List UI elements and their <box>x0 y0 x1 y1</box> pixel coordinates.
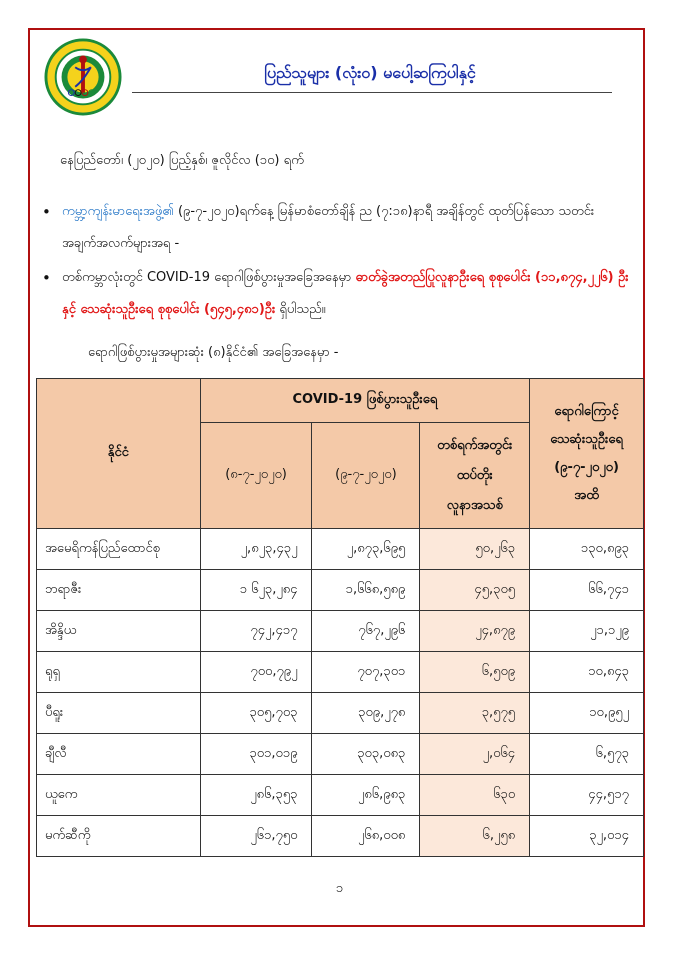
cases-date2-cell: ၂၈၆,၉၈၃ <box>312 775 420 816</box>
ministry-logo-icon <box>44 38 122 116</box>
bullet-tail-text: ရှိပါသည်။ <box>275 302 326 317</box>
header-date-2: (၉-၇-၂၀၂၀) <box>312 423 420 529</box>
table-row <box>37 529 644 570</box>
cases-date2-cell: ၇၆၇,၂၉၆ <box>312 611 420 652</box>
cases-date2-cell: ၃၀၉,၂၇၈ <box>312 693 420 734</box>
country-cell: ယူကေ <box>37 775 201 816</box>
deaths-cell: ၄၄,၅၁၇ <box>530 775 644 816</box>
header-covid-cases: COVID-19 ဖြစ်ပွားသူဦးရေ <box>200 379 530 423</box>
bullet-who-source <box>40 196 640 260</box>
country-cell: ပီရူး <box>37 693 201 734</box>
deaths-cell: ၁၀,၉၅၂ <box>530 693 644 734</box>
header-new-cases-line: တစ်ရက်အတွင်း <box>437 437 513 453</box>
new-cases-cell: ၆,၂၅၈ <box>420 816 530 857</box>
new-cases-cell: ၅၀,၂၆၃ <box>420 529 530 570</box>
deaths-cell: ၁၀,၈၄၃ <box>530 652 644 693</box>
header-deaths <box>530 379 644 529</box>
page-title: ပြည်သူများ (လုံး၀) မပေါ့ဆကြပါနှင့် <box>264 63 476 82</box>
header-new-cases <box>420 423 530 529</box>
header-deaths-line: သေဆုံးသူဦးရေ <box>550 431 623 447</box>
deaths-cell: ၂၁,၁၂၉ <box>530 611 644 652</box>
new-cases-cell: ၃,၅၇၅ <box>420 693 530 734</box>
cases-date1-cell: ၂၆၁,၇၅၀ <box>200 816 312 857</box>
table-body <box>37 529 644 857</box>
header-country: နိုင်ငံ <box>37 379 201 529</box>
table-row <box>37 652 644 693</box>
header-new-cases-line: ထပ်တိုး <box>456 467 493 483</box>
cases-date1-cell: ၇၄၂,၄၁၇ <box>200 611 312 652</box>
table-row <box>37 611 644 652</box>
country-cell: မက်ဆီကို <box>37 816 201 857</box>
cases-date1-cell: ၇၀၀,၇၉၂ <box>200 652 312 693</box>
country-cell: ရုရှ <box>37 652 201 693</box>
new-cases-cell: ၆၃၀ <box>420 775 530 816</box>
global-totals-highlight: ဓာတ်ခွဲအတည်ပြုလူနာဦးရေ စုစုပေါင်း (၁၁,၈၇၄,၂၂၆) ဦးနှင့် သေဆုံးသူဦးရေ စုစုပေါင်း (၅၄၅,၄၈၁)ဦး <box>62 270 629 317</box>
cases-date1-cell: ၁ ၆၂၃,၂၈၄ <box>200 570 312 611</box>
bullet-list <box>40 196 640 328</box>
table-row <box>37 734 644 775</box>
cases-date2-cell: ၁,၆၆၈,၅၈၉ <box>312 570 420 611</box>
country-cell: ချီလီ <box>37 734 201 775</box>
cases-date1-cell: ၂,၈၂၃,၄၃၂ <box>200 529 312 570</box>
header-divider <box>132 92 612 93</box>
header-new-cases-line: လူနာအသစ် <box>446 497 503 513</box>
table-row <box>37 775 644 816</box>
cases-date2-cell: ၂၆၈,၀၀၈ <box>312 816 420 857</box>
header-date-1: (၈-၇-၂၀၂၀) <box>200 423 312 529</box>
dateline: နေပြည်တော်၊ (၂၀၂၀) ပြည့်နှစ်၊ ဇူလိုင်လ (၁၀) ရက် <box>60 153 304 168</box>
table-intro: ရောဂါဖြစ်ပွားမှုအများဆုံး (၈)နိုင်ငံ၏ အခြေအနေမှာ - <box>88 345 339 360</box>
table-row <box>37 816 644 857</box>
who-link-text: ကမ္ဘာ့ကျန်းမာရေးအဖွဲ့၏ <box>62 204 174 219</box>
bullet-lead-text: တစ်ကမ္ဘာလုံးတွင် COVID-19 ရောဂါဖြစ်ပွားမှုအခြေအနေမှာ <box>62 270 356 285</box>
header-deaths-line: ရောဂါကြောင့် <box>554 403 619 419</box>
new-cases-cell: ၆,၅၀၉ <box>420 652 530 693</box>
cases-date2-cell: ၃၀၃,၀၈၃ <box>312 734 420 775</box>
new-cases-cell: ၂,၀၆၄ <box>420 734 530 775</box>
table-row <box>37 570 644 611</box>
header-deaths-line: (၉-၇-၂၀၂၀) <box>554 459 619 475</box>
country-cell: ဘရာဇီး <box>37 570 201 611</box>
covid-cases-table <box>36 378 644 857</box>
cases-date2-cell: ၂,၈၇၃,၆၉၅ <box>312 529 420 570</box>
new-cases-cell: ၄၅,၃၀၅ <box>420 570 530 611</box>
cases-date1-cell: ၃၀၁,၀၁၉ <box>200 734 312 775</box>
deaths-cell: ၆,၅၇၃ <box>530 734 644 775</box>
deaths-cell: ၁၃၀,၈၉၃ <box>530 529 644 570</box>
header-deaths-line: အထိ <box>574 487 599 503</box>
table-row <box>37 693 644 734</box>
deaths-cell: ၆၆,၇၄၁ <box>530 570 644 611</box>
bullet-global-cases <box>40 262 640 326</box>
country-cell: အိန္ဒိယ <box>37 611 201 652</box>
deaths-cell: ၃၂,၀၁၄ <box>530 816 644 857</box>
page-number: ၁ <box>335 881 344 896</box>
new-cases-cell: ၂၄,၈၇၉ <box>420 611 530 652</box>
cases-date1-cell: ၃၀၅,၇၀၃ <box>200 693 312 734</box>
bullet-text: (၉-၇-၂၀၂၀)ရက်နေ့ မြန်မာစံတော်ချိန် ည (၇:၁၈)နာရီ အချိန်တွင် ထုတ်ပြန်သော သတင်းအချက်အလက်များအရ - <box>62 204 595 251</box>
country-cell: အမေရိကန်ပြည်ထောင်စု <box>37 529 201 570</box>
cases-date2-cell: ၇၀၇,၃၀၁ <box>312 652 420 693</box>
cases-date1-cell: ၂၈၆,၃၅၃ <box>200 775 312 816</box>
